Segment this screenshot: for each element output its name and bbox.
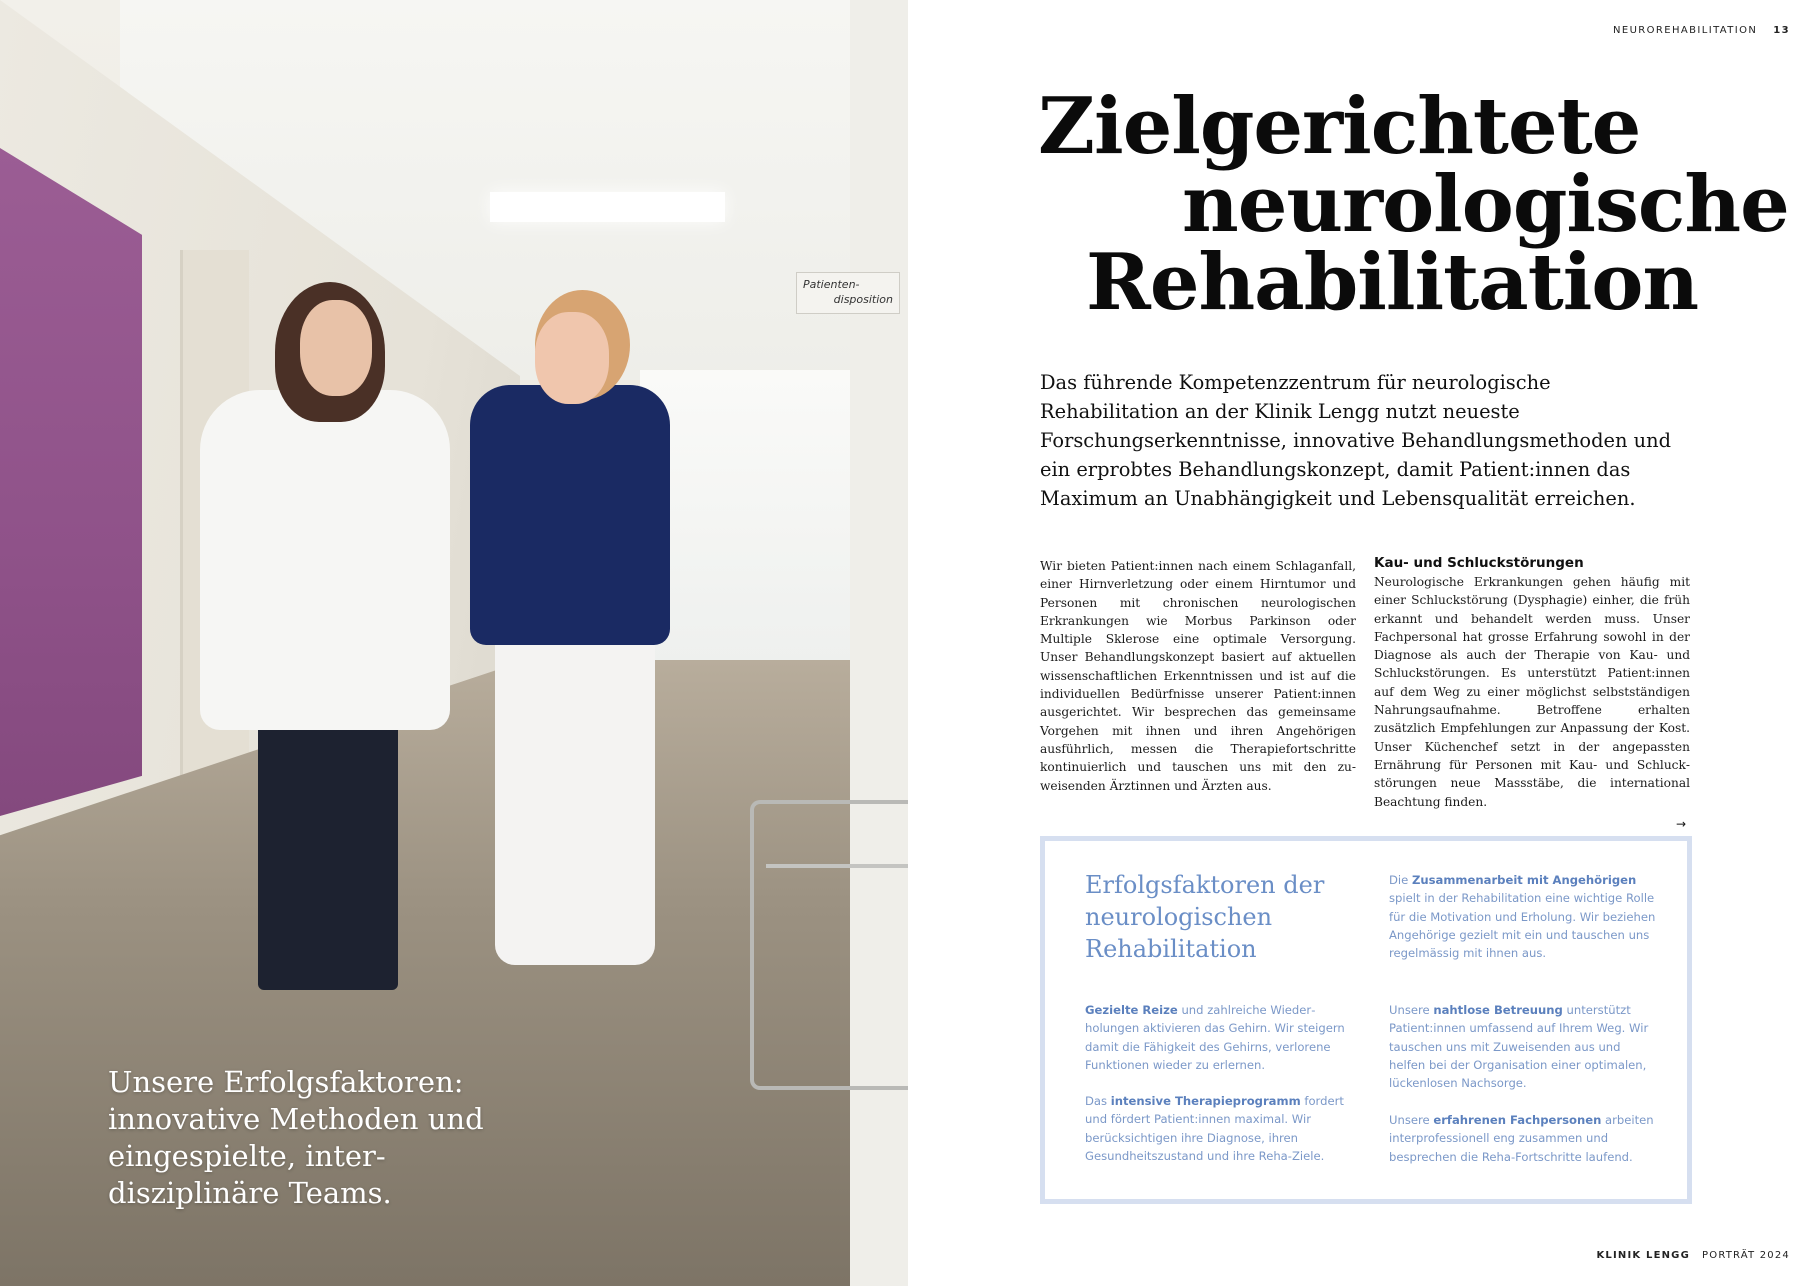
factor-item xyxy=(1389,1111,1659,1166)
purple-wall-panel xyxy=(0,148,142,816)
factor-text: unterstützt Patient:innen umfassend auf Ihrem Weg. Wir tauschen uns mit Zuweisenden aus und helfen bei der Organisation einer optimalen, lückenlosen Nachsorge. xyxy=(1389,1003,1649,1091)
nurse-shirt xyxy=(470,385,670,645)
title-line-3: Rehabilitation xyxy=(1086,237,1699,328)
right-wall xyxy=(850,0,908,1286)
factor-item xyxy=(1389,1001,1659,1092)
factors-title: Erfolgsfaktoren der neurologischen Rehabilitation xyxy=(1085,871,1325,963)
footer-brand: KLINIK LENGG xyxy=(1596,1250,1691,1261)
section-heading: Kau- und Schluckstörungen xyxy=(1374,555,1584,571)
door-sign xyxy=(796,272,900,314)
title-line-2: neurologische xyxy=(1182,159,1789,250)
page-number: 13 xyxy=(1773,25,1790,36)
lead-paragraph: Das führende Kompetenzzentrum für neurologische Rehabilitation an der Klinik Lengg nutzt neueste Forschungserkenntnisse, innovative Behandlungsmethoden und ein erprobtes Behandlungskonzept, damit Patient:innen das Maximum an Unabhängigkeit und Lebensqualität erreichen. xyxy=(1040,371,1672,510)
factor-item xyxy=(1085,1092,1345,1165)
page-footer xyxy=(1500,1250,1790,1261)
factor-prefix: Unsere xyxy=(1389,1113,1434,1127)
body-column-2 xyxy=(1374,555,1690,831)
nurse-pants xyxy=(495,625,655,965)
doctor-white-coat xyxy=(200,390,450,730)
hallway-photo xyxy=(0,0,908,1286)
ceiling-light xyxy=(490,192,725,222)
sign-line-2: disposition xyxy=(833,293,893,306)
section-label: NEUROREHABILITATION xyxy=(1612,25,1758,36)
nurse-face xyxy=(535,312,609,404)
factor-prefix: Das xyxy=(1085,1094,1111,1108)
corridor-end xyxy=(640,370,880,670)
section-text: Neurologische Erkrankungen gehen häufig mit einer Schluckstörung (Dysphagie) einher, die früh erkannt und behandelt werden muss. Unser Fachpersonal hat grosse Erfahrung sowohl in der Diagnose als auch der Therapie von Kau- und Schluckstörungen. Es unterstützt Patient:innen auf dem Weg zu einer möglichst selbstständigen Nahrungsaufnahme. Betroffene erhalten zusätzlich Empfehlungen zur Anpassung der Kost. Unser Küchenchef setzt in der angepassten Ernährung für Personen mit Kau- und Schluckstörungen neue Massstäbe, die international Beachtung finden. xyxy=(1374,575,1690,809)
sign-line-1: Patienten- xyxy=(803,278,860,291)
running-head xyxy=(1600,25,1790,36)
factor-keyword: intensive Therapieprogramm xyxy=(1110,1094,1301,1108)
factor-text: arbeiten interprofessionell eng zusammen und besprechen die Reha-Fortschritte laufend. xyxy=(1389,1113,1654,1164)
arrow-right-icon: → xyxy=(1675,816,1686,831)
photo-caption: Unsere Erfolgsfaktoren: innovative Methoden und eingespielte, interdisziplinäre Teams. xyxy=(108,1065,484,1210)
body-column-1: Wir bieten Patient:innen nach einem Schlaganfall, einer Hirnverletzung oder einem Hirntumor und Personen mit chronischen neurologischen Erkrankungen wie Morbus Parkinson oder Multiple Sklerose eine optimale Versorgung. Unser Behandlungskonzept basiert auf aktuellen wissenschaftlichen Erkenntnissen und ist auf die individuellen Bedürfnisse unserer Patient:innen ausgerichtet. Wir besprechen das gemeinsame Vorgehen mit ihnen und ihren Angehörigen ausführlich, messen die Therapiefortschritte kontinuierlich und tauschen uns mit den zuweisenden Ärztinnen und Ärzten aus. xyxy=(1040,559,1356,793)
factor-keyword: erfahrenen Fachpersonen xyxy=(1433,1113,1602,1127)
factor-text: spielt in der Rehabilitation eine wichtige Rolle für die Motivation und Erholung. Wir beziehen Angehörige gezielt mit ein und tauschen uns regelmässig mit ihnen aus. xyxy=(1389,891,1656,961)
page-title xyxy=(1038,81,1798,328)
factor-item xyxy=(1389,871,1659,962)
factor-keyword: Zusammenarbeit mit Angehörigen xyxy=(1411,873,1637,887)
factor-keyword: nahtlose Betreuung xyxy=(1433,1003,1563,1017)
waiting-chairs xyxy=(750,800,908,1090)
title-line-1: Zielgerichtete xyxy=(1038,81,1641,172)
footer-publication: PORTRÄT 2024 xyxy=(1702,1250,1790,1261)
factor-item xyxy=(1085,1001,1345,1074)
success-factors-box xyxy=(1040,836,1692,1204)
factor-keyword: Gezielte Reize xyxy=(1085,1003,1178,1017)
factor-text: und zahlreiche Wiederholungen aktivieren das Gehirn. Wir steigern damit die Fähigkeit des Gehirns, verlorene Funktionen wieder zu erlernen. xyxy=(1085,1003,1345,1072)
factor-prefix: Die xyxy=(1389,873,1412,887)
doctor-face xyxy=(300,300,372,396)
factor-prefix: Unsere xyxy=(1389,1003,1434,1017)
factor-text: fordert und fördert Patient:innen maximal. Wir berücksichtigen ihre Diagnose, ihren Gesundheitszustand und ihre Reha-Ziele. xyxy=(1085,1094,1344,1163)
